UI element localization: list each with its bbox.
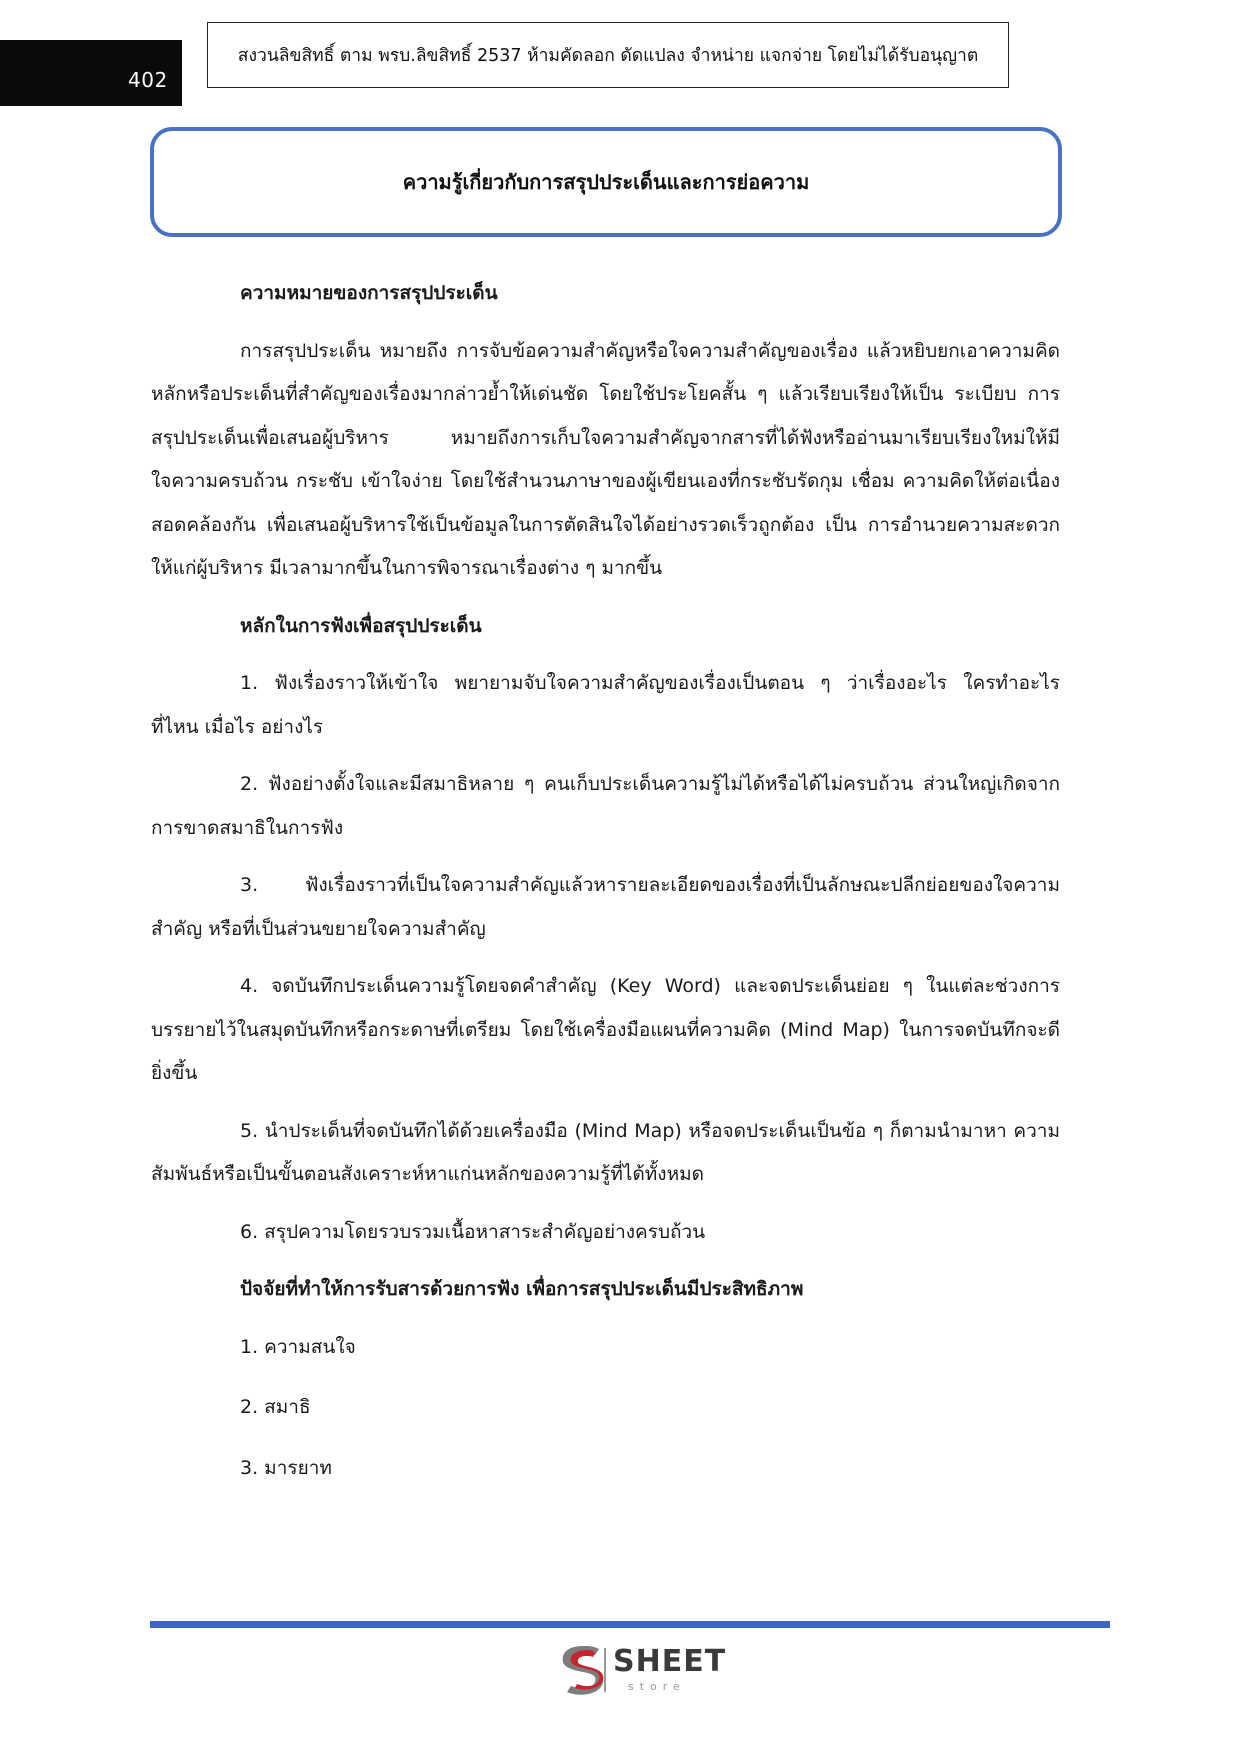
footer-divider [150, 1621, 1110, 1628]
page-number: 402 [128, 68, 168, 92]
list-item: 1. ฟังเรื่องราวให้เข้าใจ พยายามจับใจความสำคัญของเรื่องเป็นตอน ๆ ว่าเรื่องอะไร ใครทำอะไร ที่ไหน เมื่อไร อย่างไร [151, 672, 1060, 738]
list-item: 3. มารยาท [240, 1456, 332, 1479]
logo-subtext: store [628, 1680, 686, 1693]
section-heading-meaning: ความหมายของการสรุปประเด็น [240, 282, 498, 304]
document-body [151, 272, 1060, 1507]
list-item: 4. จดบันทึกประเด็นความรู้โดยจดคำสำคัญ (Key Word) และจดประเด็นย่อย ๆ ในแต่ละช่วงการบรรยายไว้ในสมุดบันทึกหรือกระดาษที่เตรียม โดยใช้เครื่องมือแผนที่ความคิด (Mind Map) ในการจดบันทึกจะดียิ่งขึ้น [151, 975, 1060, 1084]
list-item: 1. ความสนใจ [240, 1335, 356, 1358]
list-item: 3. ฟังเรื่องราวที่เป็นใจความสำคัญแล้วหารายละเอียดของเรื่องที่เป็นลักษณะปลีกย่อยของใจความสำคัญ หรือที่เป็นส่วนขยายใจความสำคัญ [151, 874, 1060, 940]
section-heading-factors: ปัจจัยที่ทำให้การรับสารด้วยการฟัง เพื่อการสรุปประเด็นมีประสิทธิภาพ [240, 1278, 804, 1300]
paragraph-meaning: การสรุปประเด็น หมายถึง การจับข้อความสำคัญหรือใจความสำคัญของเรื่อง แล้วหยิบยกเอาความคิดหลักหรือประเด็นที่สำคัญของเรื่องมากล่าวย้ำให้เด่นชัด โดยใช้ประโยคสั้น ๆ แล้วเรียบเรียงให้เป็น ระเบียบ การสรุปประเด็นเพื่อเสนอผู้บริหาร หมายถึงการเก็บใจความสำคัญจากสารที่ได้ฟังหรืออ่านมาเรียบเรียงใหม่ให้มีใจความครบถ้วน กระชับ เข้าใจง่าย โดยใช้สำนวนภาษาของผู้เขียนเองที่กระชับรัดกุม เชื่อม ความคิดให้ต่อเนื่องสอดคล้องกัน เพื่อเสนอผู้บริหารใช้เป็นข้อมูลในการตัดสินใจได้อย่างรวดเร็วถูกต้อง เป็น การอำนวยความสะดวกให้แก่ผู้บริหาร มีเวลามากขึ้นในการพิจารณาเรื่องต่าง ๆ มากขึ้น [151, 339, 1060, 579]
logo-divider [604, 1648, 606, 1692]
list-item: 6. สรุปความโดยรวบรวมเนื้อหาสาระสำคัญอย่างครบถ้วน [240, 1220, 706, 1243]
list-item: 2. สมาธิ [240, 1396, 311, 1418]
section-heading-listening-principles: หลักในการฟังเพื่อสรุปประเด็น [240, 614, 482, 637]
list-item: 2. ฟังอย่างตั้งใจและมีสมาธิหลาย ๆ คนเก็บประเด็นความรู้ไม่ได้หรือได้ไม่ครบถ้วน ส่วนใหญ่เกิดจากการขาดสมาธิในการฟัง [151, 773, 1060, 839]
logo-wordmark: SHEET [613, 1644, 727, 1679]
copyright-notice: สงวนลิขสิทธิ์ ตาม พรบ.ลิขสิทธิ์ 2537 ห้ามคัดลอก ดัดแปลง จำหน่าย แจกจ่าย โดยไม่ได้รับอนุญาต [207, 22, 1009, 88]
page-title: ความรู้เกี่ยวกับการสรุปประเด็นและการย่อความ [150, 127, 1062, 237]
list-item: 5. นำประเด็นที่จดบันทึกได้ด้วยเครื่องมือ (Mind Map) หรือจดประเด็นเป็นข้อ ๆ ก็ตามนำมาหา ความสัมพันธ์หรือเป็นขั้นตอนสังเคราะห์หาแก่นหลักของความรู้ที่ได้ทั้งหมด [151, 1119, 1060, 1185]
